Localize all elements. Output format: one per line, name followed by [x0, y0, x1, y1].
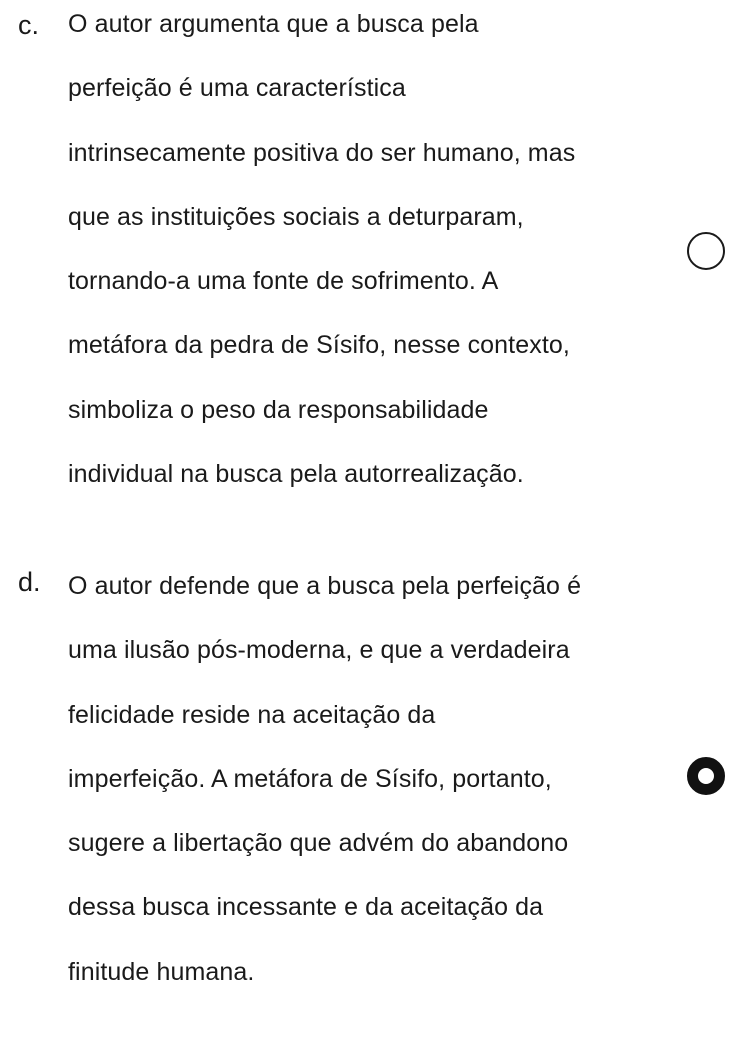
- option-letter: c.: [18, 10, 40, 40]
- option-text-line: sugere a libertação que advém do abandono: [68, 829, 569, 858]
- radio-button-c[interactable]: [687, 232, 725, 270]
- option-text-line: O autor defende que a busca pela perfeição é: [68, 572, 582, 600]
- option-text-line: imperfeição. A metáfora de Sísifo, portanto,: [68, 764, 552, 793]
- option-text-line: dessa busca incessante e da aceitação da: [68, 893, 544, 922]
- option-text-line: felicidade reside na aceitação da: [68, 700, 436, 729]
- option-text-line: simboliza o peso da responsabilidade: [68, 395, 489, 424]
- option-text[interactable]: [68, 0, 658, 506]
- option-text[interactable]: [68, 554, 658, 1004]
- option-text-line: O autor argumenta que a busca pela: [68, 10, 479, 38]
- option-text-line: tornando-a uma fonte de sofrimento. A: [68, 267, 499, 296]
- option-text-line: finitude humana.: [68, 957, 255, 986]
- radio-button-d[interactable]: [687, 757, 725, 795]
- option-text-line: intrinsecamente positiva do ser humano, mas: [68, 138, 576, 167]
- option-letter: d.: [18, 567, 41, 597]
- option-text-line: perfeição é uma característica: [68, 74, 406, 103]
- option-text-line: metáfora da pedra de Sísifo, nesse contexto,: [68, 331, 570, 360]
- option-text-line: individual na busca pela autorrealização.: [68, 460, 524, 489]
- option-text-line: uma ilusão pós-moderna, e que a verdadeira: [68, 636, 570, 665]
- option-text-line: que as instituições sociais a deturparam,: [68, 202, 524, 231]
